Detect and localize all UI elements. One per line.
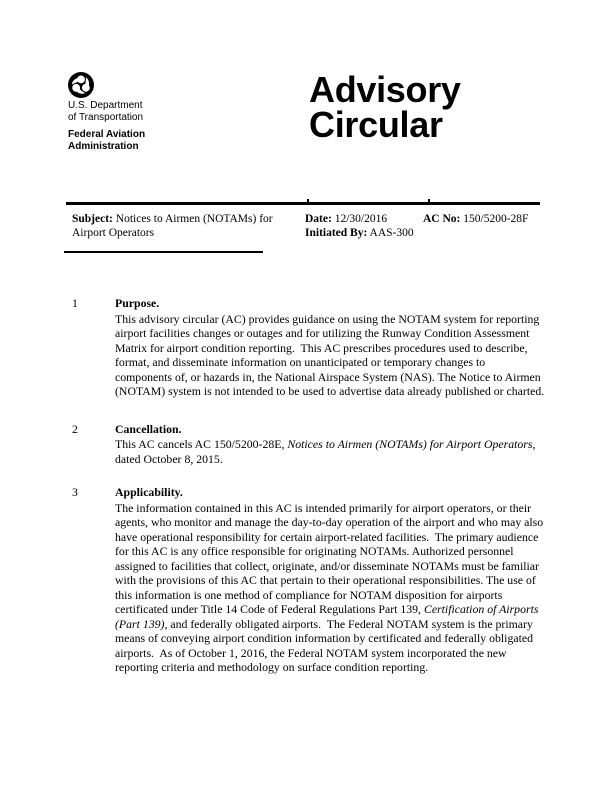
section-applicability — [72, 485, 545, 675]
section-title: Cancellation. — [115, 421, 182, 436]
agency-line-2: of Transportation — [68, 112, 144, 123]
document-body — [72, 296, 545, 675]
initiated-by-label: Initiated By: — [305, 226, 368, 239]
ac-number-cell — [423, 213, 544, 227]
section-title: Applicability. — [115, 485, 183, 499]
subject-underline — [64, 251, 263, 253]
section-number: 2 — [72, 421, 78, 436]
agency-name — [68, 100, 145, 153]
section-paragraph: This AC cancels AC 150/5200-28E, Notices to Airmen (NOTAMs) for Airport Operators, dated October 8, 2015. — [115, 437, 536, 466]
date-value: 12/30/2016 — [334, 213, 388, 225]
date-label: Date: — [305, 213, 332, 225]
ac-no-value: 150/5200-28F — [463, 213, 529, 225]
ac-no-label: AC No: — [423, 213, 461, 225]
document-type-title — [309, 69, 461, 145]
header-rule — [66, 202, 540, 205]
agency-line-3: Federal Aviation — [68, 129, 146, 140]
section-purpose — [72, 296, 545, 399]
section-number: 3 — [72, 485, 78, 499]
date-cell — [305, 213, 423, 240]
table-border-tick — [428, 199, 430, 202]
subject-value: Notices to Airmen (NOTAMs) for Airport Operators — [72, 213, 273, 239]
section-cancellation — [72, 422, 545, 467]
subject-label: Subject: — [72, 213, 113, 225]
info-block — [72, 213, 544, 240]
initiated-by-value: AAS-300 — [369, 226, 414, 239]
document-type-line-1: Advisory — [309, 69, 461, 110]
subject-cell — [72, 213, 305, 240]
section-title: Purpose. — [115, 296, 160, 310]
section-paragraph: This advisory circular (AC) provides guidance on using the NOTAM system for reporting airport facilities changes or outages and for utilizing the Runway Condition Assessment Matrix for airport condition reporting. This AC prescribes procedures used to describe, format, and disseminate information on unanticipated or temporary changes to components of, or hazards in, the National Airspace System (NAS). The Notice to Airmen (NOTAM) system is not intended to be used to advertise data already published or charted. — [115, 311, 545, 398]
section-number: 1 — [72, 296, 78, 310]
agency-line-4: Administration — [68, 141, 139, 152]
table-border-tick — [307, 199, 309, 202]
section-paragraph: The information contained in this AC is intended primarily for airport operators, or their agents, who monitor and manage the day-to-day operation of the airport and who may also have operational responsibility for certain airport-related facilities. The primary audience for this AC is any office responsible for originating NOTAMs. Authorized personnel assigned to facilities that collect, originate, and/or disseminate NOTAMs must be familiar with the provisions of this AC that pertain to their operational responsibilities. The use of this information is one method of compliance for NOTAM disposition for airports certificated under Title 14 Code of Federal Regulations Part 139, Certification of Airports (Part 139), and federally obligated airports. The Federal NOTAM system is the primary means of conveying airport condition information by certificated and federally obligated airports. As of October 1, 2016, the Federal NOTAM system incorporated the new reporting criteria and methodology on surface condition reporting. — [115, 500, 544, 674]
document-type-line-2: Circular — [309, 104, 443, 145]
agency-line-1: U.S. Department — [68, 100, 143, 111]
dot-logo-icon — [68, 72, 94, 98]
